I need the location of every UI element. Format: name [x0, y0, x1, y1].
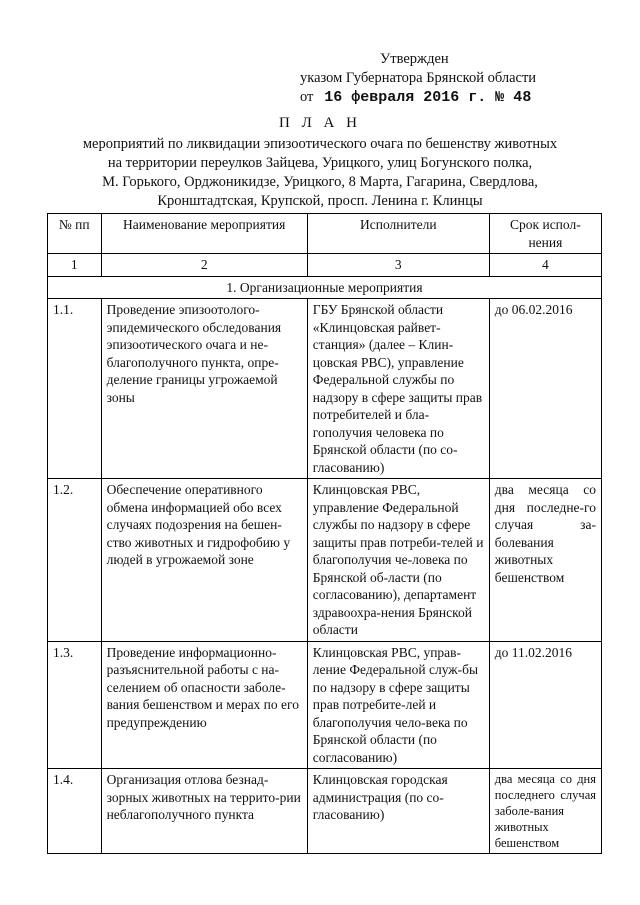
row-num: 1.1.	[48, 299, 102, 479]
header-num: № пп	[48, 214, 102, 254]
approval-decree: указом Губернатора Брянской области	[300, 70, 537, 86]
row-executors: ГБУ Брянской области «Клинцовская райвет-станция» (далее – Клин-цовская РВС), управление Федеральной службы по надзору в сфере защиты прав потребителей и бла-гополучия человека по Брянской области (по со-гласованию)	[307, 299, 489, 479]
column-number-row	[48, 254, 602, 277]
row-executors: Клинцовская городская администрация (по со-гласованию)	[307, 769, 489, 854]
table-row	[48, 641, 602, 769]
table-row	[48, 299, 602, 479]
approval-block	[300, 50, 536, 107]
column-number: 1	[48, 254, 102, 277]
subtitle-line: М. Горького, Орджоникидзе, Урицкого, 8 Марта, Гагарина, Свердлова,	[102, 174, 538, 190]
document-subtitle	[60, 135, 580, 211]
subtitle-line: Кронштадтская, Крупской, просп. Ленина г. Клинцы	[157, 193, 483, 209]
row-executors: Клинцовская РВС, управление Федеральной службы по надзору в сфере защиты прав потреби-телей и благополучия че-ловека по Брянской об-ласти (по согласованию), департамент здравоохра-нения Брянской области	[307, 479, 489, 642]
header-name: Наименование мероприятия	[101, 214, 307, 254]
subtitle-line: на территории переулков Зайцева, Урицкого, улиц Богунского полка,	[107, 155, 533, 171]
approval-title: Утвержден	[380, 51, 449, 67]
row-term: два месяца со дня последнего случая заболе-вания животных бешенством	[489, 769, 601, 854]
approval-date: 16 февраля 2016 г. № 48	[324, 89, 532, 106]
row-name: Проведение эпизоотолого-эпидемического обследования эпизоотического очага и не-благополучного пункта, опре-деление границы угрожаемой зоны	[101, 299, 307, 479]
table-header-row	[48, 214, 602, 254]
row-name: Обеспечение оперативного обмена информацией обо всех случаях подозрения на бешен-ство животных и гидрофобию у людей в угрожаемой зоне	[101, 479, 307, 642]
approval-date-line	[300, 88, 536, 107]
approval-date-prefix: от	[300, 89, 314, 105]
row-num: 1.4.	[48, 769, 102, 854]
row-name: Проведение информационно-разъяснительной работы с на-селением об опасности заболе-вания бешенством и мерах по его предупреждению	[101, 641, 307, 769]
row-term: до 11.02.2016	[489, 641, 601, 769]
subtitle-line: мероприятий по ликвидации эпизоотического очага по бешенству животных	[82, 136, 558, 152]
row-executors: Клинцовская РВС, управ-ление Федеральной служ-бы по надзору в сфере защиты прав потребите-лей и благополучия чело-века по Брянской области (по согласованию)	[307, 641, 489, 769]
row-term: до 06.02.2016	[489, 299, 601, 479]
row-term: два месяца со дня последне-го случая за-болевания животных бешенством	[489, 479, 601, 642]
header-executors: Исполнители	[307, 214, 489, 254]
section-heading: 1. Организационные мероприятия	[48, 276, 602, 299]
row-num: 1.3.	[48, 641, 102, 769]
header-term: Срок испол- нения	[489, 214, 601, 254]
document-title: П Л А Н	[279, 115, 361, 131]
plan-table	[47, 213, 602, 854]
row-name: Организация отлова безнад-зорных животных на террито-рии неблагополучного пункта	[101, 769, 307, 854]
table-row	[48, 479, 602, 642]
column-number: 3	[307, 254, 489, 277]
section-row	[48, 276, 602, 299]
row-num: 1.2.	[48, 479, 102, 642]
table-row	[48, 769, 602, 854]
column-number: 4	[489, 254, 601, 277]
column-number: 2	[101, 254, 307, 277]
